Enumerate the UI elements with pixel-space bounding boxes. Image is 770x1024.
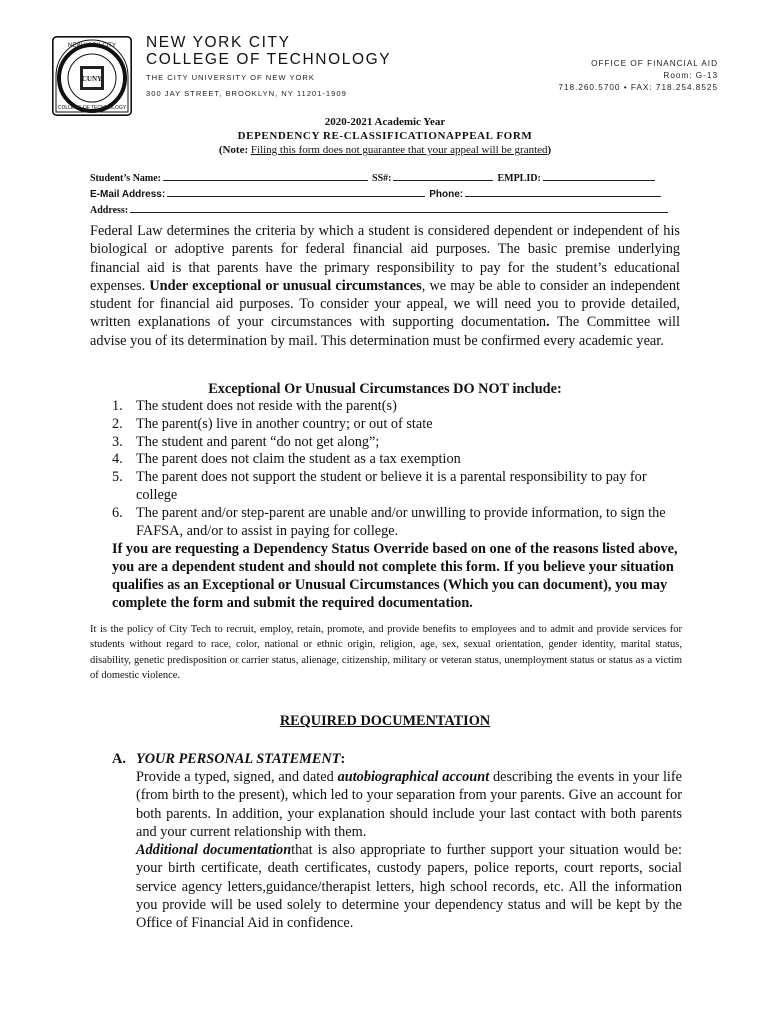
office-room: Room: G-13 <box>663 71 718 80</box>
list-item-text: The parent does not claim the student as a tax exemption <box>136 451 461 468</box>
list-item-number: 6. <box>112 504 123 521</box>
phone-label: Phone: <box>429 189 464 200</box>
section-a-text-b: describing the events in your life (from birth to the present), which led to your separation from your parents. Give an account for both parents. In addition, your explanation should include your last contact with both parents and your current relationship with them. <box>136 769 683 840</box>
field-line-address <box>90 202 690 218</box>
college-address: 300 JAY STREET, BROOKLYN, NY 11201-1909 <box>146 89 347 98</box>
section-a-letter: A. <box>112 751 126 767</box>
intro-text-c: The Committee will advise you of its determination by mail. This determination must be confirmed every academic year. <box>90 314 680 349</box>
form-title-block <box>0 115 770 158</box>
email-label: E-Mail Address: <box>90 189 166 200</box>
intro-bold-dot: . <box>546 314 550 331</box>
college-name-line1: NEW YORK CITY <box>146 34 291 51</box>
intro-text-b: , we may be able to consider an independent student for financial aid purposes. To consider your appeal, we will need you to provide detailed, written explanations of your circumstances with supporting documentation <box>90 277 680 331</box>
list-item-number: 1. <box>112 398 123 414</box>
office-phone: 718.260.5700 • FAX: 718.254.8525 <box>558 83 718 92</box>
list-item <box>112 416 682 434</box>
list-item <box>112 451 682 469</box>
required-documentation-heading: REQUIRED DOCUMENTATION <box>279 713 491 729</box>
section-a-paragraph-1 <box>136 768 682 841</box>
exceptions-heading: Exceptional Or Unusual Circumstances DO NOT include: <box>208 381 562 397</box>
exceptions-list <box>112 398 682 540</box>
email-input[interactable] <box>167 186 425 197</box>
section-a-heading <box>112 750 345 768</box>
address-label: Address: <box>90 205 129 216</box>
phone-input[interactable] <box>465 186 661 197</box>
section-a-emphasis-2: Additional documentation <box>136 842 292 859</box>
list-item-number: 2. <box>112 415 123 432</box>
college-name-line2: COLLEGE OF TECHNOLOGY <box>146 51 392 68</box>
section-a-text-a: Provide a typed, signed, and dated <box>136 769 338 785</box>
form-title: DEPENDENCY RE-CLASSIFICATIONAPPEAL FORM <box>237 130 533 142</box>
office-contact <box>558 58 718 94</box>
address-input[interactable] <box>130 202 668 213</box>
field-line-name <box>90 170 690 186</box>
intro-paragraph <box>90 222 680 350</box>
ss-label: SS#: <box>372 173 392 184</box>
field-line-email <box>90 186 690 202</box>
section-a-body <box>136 768 682 933</box>
list-item-number: 4. <box>112 451 123 468</box>
section-a-colon: : <box>340 751 346 767</box>
list-item <box>112 505 682 541</box>
override-paragraph: If you are requesting a Dependency Status Override based on one of the reasons listed above, you are a dependent student and should not complete this form. If you believe your situation qualifies as an Exceptional or Unusual Circumstances (Which you can document), you may complete the form and submit the required documentation. <box>112 541 678 611</box>
ss-input[interactable] <box>393 170 493 181</box>
emplid-input[interactable] <box>543 170 655 181</box>
svg-text:COLLEGE OF TECHNOLOGY: COLLEGE OF TECHNOLOGY <box>57 105 127 111</box>
svg-text:CUNY: CUNY <box>81 75 103 83</box>
form-note <box>0 143 770 158</box>
list-item-text: The parent and/or step-parent are unable and/or unwilling to provide information, to sign the FAFSA, and/or to assist in paying for college. <box>136 504 666 539</box>
list-item-text: The student and parent “do not get along”; <box>136 433 380 450</box>
student-info-fields <box>90 170 690 218</box>
section-a-emphasis-1: autobiographical account <box>337 769 490 785</box>
list-item-text: The student does not reside with the parent(s) <box>136 398 397 414</box>
note-open: (Note: <box>218 144 251 156</box>
section-a-title: YOUR PERSONAL STATEMENT <box>136 751 341 767</box>
policy-statement: It is the policy of City Tech to recruit, employ, retain, promote, and provide benefits to employees and to admit and provide services for students without regard to race, color, national or ethnic origin, religion, age, sex, sexual orientation, gender identity, marital status, disability, genetic predisposition or carrier status, alienage, citizenship, military or veteran status, unemployment status or status as a victim of domestic violence. <box>90 624 682 681</box>
college-identity <box>146 34 391 100</box>
intro-bold: Under exceptional or unusual circumstances <box>149 277 422 294</box>
university-name: THE CITY UNIVERSITY OF NEW YORK <box>146 73 315 82</box>
list-item-text: The parent does not support the student or believe it is a parental responsibility to pay for college <box>136 469 647 503</box>
note-text: Filing this form does not guarantee that your appeal will be granted <box>250 144 548 156</box>
list-item <box>112 434 682 452</box>
note-close: ) <box>547 144 552 156</box>
svg-text:NEW YORK CITY: NEW YORK CITY <box>68 43 116 49</box>
list-item <box>112 398 682 416</box>
section-a-paragraph-2 <box>136 841 682 932</box>
office-name: OFFICE OF FINANCIAL AID <box>591 59 718 68</box>
college-logo <box>52 36 132 116</box>
list-item-number: 3. <box>112 433 123 450</box>
college-seal-icon <box>52 36 132 116</box>
list-item-text: The parent(s) live in another country; or out of state <box>136 415 433 432</box>
list-item <box>112 469 682 505</box>
intro-text-a: Federal Law determines the criteria by which a student is considered dependent or independent of his biological or adoptive parents for federal financial aid purposes. The basic premise underlying financial aid is that parents have the primary responsibility to pay for the student’s educational expenses. <box>90 223 680 294</box>
list-item-number: 5. <box>112 469 123 486</box>
academic-year: 2020-2021 Academic Year <box>324 116 446 128</box>
section-a-text-c: that is also appropriate to further support your situation would be: your birth certificate, death certificates, custody papers, police reports, court reports, social service agency letters,guidance/therapist letters, high school records, etc. All the information you provide will be used solely to determine your dependency status and will be kept by the Office of Financial Aid in confidence. <box>136 842 682 932</box>
student-name-input[interactable] <box>163 170 368 181</box>
emplid-label: EMPLID: <box>497 173 541 184</box>
student-name-label: Student’s Name: <box>90 173 162 184</box>
